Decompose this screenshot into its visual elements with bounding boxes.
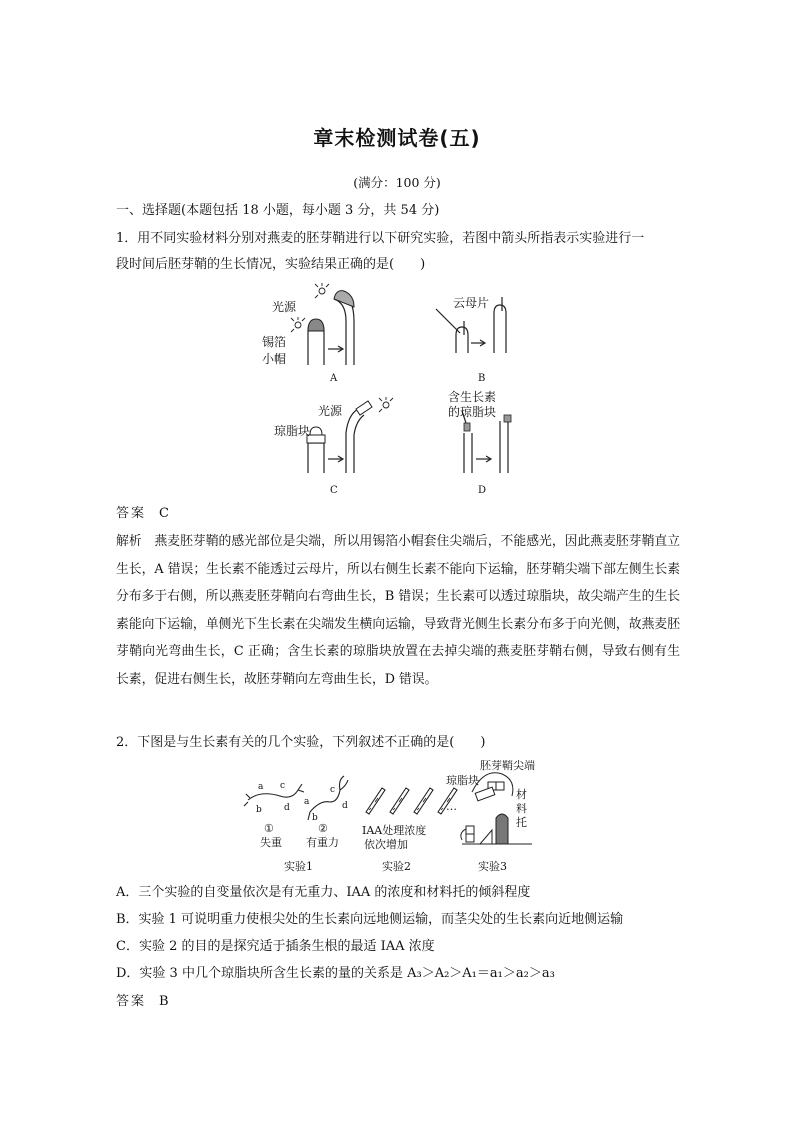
q2-stem: 2．下图是与生长素有关的几个实验，下列叙述不正确的是( ): [116, 735, 486, 750]
q1-analysis: 解析 燕麦胚芽鞘的感光部位是尖端，所以用锡箔小帽套住尖端后，不能感光，因此燕麦胚芽鞘直立生长，A 错误；生长素不能透过云母片，所以右侧生长素不能向下运输，胚芽鞘尖端下部左侧生长素分布多于右侧，所以燕麦胚芽鞘向右弯曲生长，B 错误；生长素可以透过琼脂块，故尖端产生的生长素能向下运输，单侧光下生长素在尖端发生横向运输，导致背光侧生长素分布多于向光侧，故燕麦胚芽鞘向光弯曲生长，C 正确；含生长素的琼脂块放置在去掉尖端的燕麦胚芽鞘右侧，导致右侧有生长素，促进右侧生长，故胚芽鞘向左弯曲生长，D 错误。: [116, 534, 680, 687]
exp1-d2: d: [342, 801, 348, 811]
q2-option-d: [116, 966, 686, 982]
q1-stem-line2: 段时间后胚芽鞘的生长情况，实验结果正确的是( ): [116, 257, 426, 272]
exp2-iaa1: IAA处理浓度: [362, 824, 427, 837]
a-coleoptile-after-left: [334, 299, 346, 365]
root-2: [308, 812, 310, 820]
exp1-c: c: [280, 781, 286, 791]
b-mica-pointer: [436, 309, 460, 333]
c-coleoptile-after-left: [346, 409, 358, 473]
exp1-b: b: [256, 805, 262, 815]
exp2-label: 实验2: [382, 860, 411, 873]
d-coleoptile-after: [500, 421, 508, 473]
agar-label-c: 琼脂块: [274, 424, 311, 438]
exp1-d: d: [284, 803, 290, 813]
answer-value-2: B: [159, 994, 169, 1009]
score-note: (满分：100 分): [353, 175, 441, 190]
agar-label-d1: 含生长素: [448, 390, 497, 404]
page-title: 章末检测试卷(五): [313, 126, 481, 150]
fig-label-c: C: [330, 485, 338, 496]
light-label-a: 光源: [272, 300, 297, 314]
exp3-mat3: 托: [516, 816, 527, 829]
exp1-a: a: [258, 782, 264, 792]
seedling-2: [310, 790, 340, 812]
q2-option-d-text: D．实验 3 中几个琼脂块所含生长素的量的关系是: [116, 966, 408, 981]
c-coleoptile-after-right: [354, 415, 364, 473]
exp3-tip-label: 胚芽鞘尖端: [480, 760, 535, 772]
exp1-c2: c: [330, 785, 336, 795]
agar-label-d2: 的琼脂块: [448, 405, 497, 419]
a-foil-cap: [308, 319, 324, 331]
c-coleoptile-before: [308, 443, 324, 473]
answer-label: 答案: [116, 506, 147, 521]
q1-stem-line1: 1．用不同实验材料分别对燕麦的胚芽鞘进行以下研究实验，若图中箭头所指表示实验进行一: [116, 231, 645, 246]
q2-option-b: B．实验 1 可说明重力使根尖处的生长素向远地侧运输，而茎尖处的生长素向近地侧运输: [116, 912, 624, 927]
exp2-buds: [369, 798, 450, 810]
q2-answer: [116, 994, 686, 1010]
q1-answer: [116, 506, 686, 522]
c-agar-after: [356, 401, 372, 415]
fig-label-a: A: [330, 373, 338, 384]
exp2-cuttings: [366, 788, 457, 814]
answer-value: C: [159, 506, 169, 521]
exp3-mat1: 材: [516, 788, 527, 801]
seedling-1: [248, 790, 298, 800]
a-foil-cap-after: [334, 291, 354, 307]
exp3-label: 实验3: [478, 860, 507, 873]
d-agar-block: [464, 423, 470, 431]
exp1-a2: a: [304, 797, 310, 807]
foil-label-2: 小帽: [262, 352, 287, 366]
c-tip: [310, 427, 322, 435]
d-agar-block-after: [504, 415, 511, 422]
exp3-mat2: 料: [516, 802, 527, 815]
exp3-agar-label: 琼脂块: [446, 774, 479, 787]
q2-option-a: A．三个实验的自变量依次是有无重力、IAA 的浓度和材料托的倾斜程度: [116, 885, 531, 900]
q2-option-c: C．实验 2 的目的是探究适于插条生根的最适 IAA 浓度: [116, 939, 435, 954]
q2-option-d-formula: A₃＞A₂＞A₁＝a₁＞a₂＞a₃: [407, 966, 555, 981]
root-1: [244, 794, 250, 806]
exp1-b2: b: [312, 813, 318, 823]
exp1-circ2: ②: [318, 822, 328, 835]
fig-label-d: D: [478, 485, 487, 496]
leaf-1: [298, 784, 304, 792]
section-heading: 一、选择题(本题包括 18 小题，每小题 3 分，共 54 分): [116, 203, 440, 218]
exp1-weightless: 失重: [260, 836, 282, 849]
exp1-gravity: 有重力: [306, 836, 339, 849]
fig-label-b: B: [478, 373, 486, 384]
exp2-dots: …: [446, 800, 457, 813]
leaf-2: [340, 776, 349, 790]
foil-label-1: 锡箔: [262, 335, 287, 349]
b-coleoptile-after: [494, 305, 506, 353]
answer-label-2: 答案: [116, 994, 147, 1009]
exp2-iaa2: 依次增加: [364, 838, 408, 851]
mica-label: 云母片: [453, 296, 490, 310]
d-coleoptile-before: [464, 433, 472, 473]
light-label-c: 光源: [318, 404, 343, 418]
q1-figure: [250, 283, 550, 498]
exp1-circ1: ①: [264, 822, 274, 835]
exp1-label: 实验1: [284, 860, 313, 873]
q2-figure: [240, 760, 540, 875]
